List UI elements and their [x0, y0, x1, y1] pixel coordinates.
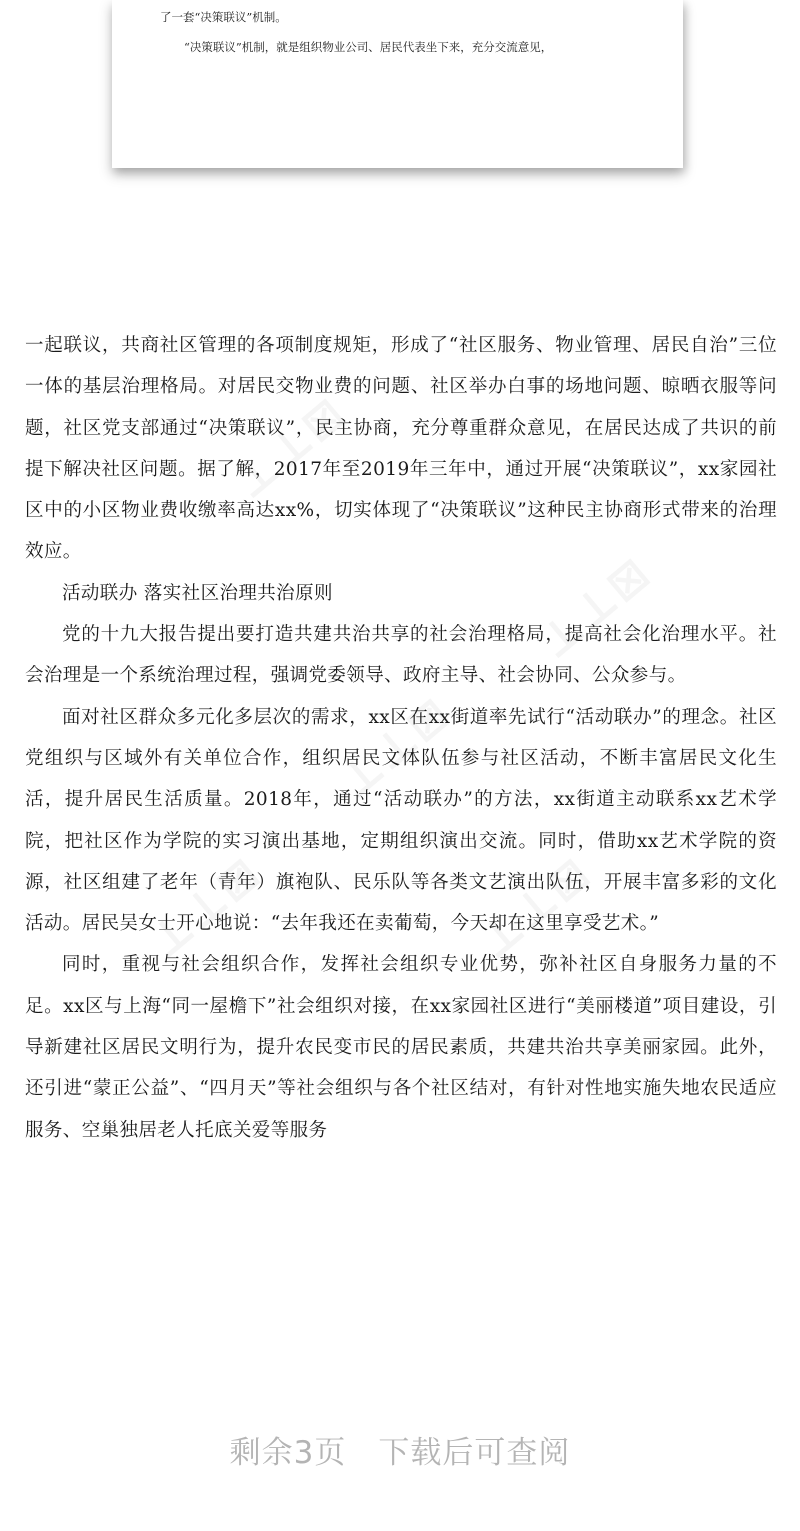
preview-line-2: “决策联议”机制，就是组织物业公司、居民代表坐下来，充分交流意见， [184, 40, 553, 54]
watermark-mark: ⊥⊥⊠ [327, 684, 461, 810]
paragraph: 一起联议，共商社区管理的各项制度规矩，形成了“社区服务、物业管理、居民自治”三位一体的基层治理格局。对居民交物业费的问题、社区举办白事的场地问题、晾晒衣服等问题，社区党支部通过“决策联议”，民主协商，充分尊重群众意见，在居民达成了共识的前提下解决社区问题。据了解，2017年至2019年三年中，通过开展“决策联议”，xx家园社区中的小区物业费收缴率高达xx%，切实体现了“决策联议”这种民主协商形式带来的治理效应。 [25, 335, 777, 563]
paragraph: 同时，重视与社会组织合作，发挥社会组织专业优势，弥补社区自身服务力量的不足。xx区与上海“同一屋檐下”社会组织对接，在xx家园社区进行“美丽楼道”项目建设，引导新建社区居民文明行为，提升农民变市民的居民素质，共建共治共享美丽家园。此外，还引进“蒙正公益”、“四月天”等社会组织与各个社区结对，有针对性地实施失地农民适应服务、空巢独居老人托底关爱等服务 [25, 954, 777, 1141]
watermark-mark: ⊥⊥⊠ [222, 384, 356, 510]
section-heading: 活动联办 落实社区治理共治原则 [62, 582, 333, 604]
paragraph: 党的十九大报告提出要打造共建共治共享的社会治理格局，提高社会化治理水平。社会治理是一个系统治理过程，强调党委领导、政府主导、社会协同、公众参与。 [25, 624, 777, 687]
watermark-mark: ⊥⊥⊠ [467, 844, 601, 970]
paragraph: 面对社区群众多元化多层次的需求，xx区在xx街道率先试行“活动联办”的理念。社区党组织与区域外有关单位合作，组织居民文体队伍参与社区活动，不断丰富居民文化生活，提升居民生活质量。2018年，通过“活动联办”的方法，xx街道主动联系xx艺术学院，把社区作为学院的实习演出基地，定期组织演出交流。同时，借助xx艺术学院的资源，社区组建了老年（青年）旗袍队、民乐队等各类文艺演出队伍，开展丰富多彩的文化活动。居民吴女士开心地说：“去年我还在卖葡萄，今天却在这里享受艺术。” [25, 706, 777, 935]
watermark-mark: ⊥⊥⊠ [137, 844, 271, 970]
document-body [25, 325, 777, 1151]
watermark-mark: ⊥⊥⊠ [527, 544, 661, 670]
download-remaining-pages-banner[interactable]: 剩余3页 下载后可查阅 [229, 1435, 571, 1471]
preview-line-1: 了一套“决策联议”机制。 [160, 10, 287, 24]
preview-page-card [112, 0, 683, 168]
